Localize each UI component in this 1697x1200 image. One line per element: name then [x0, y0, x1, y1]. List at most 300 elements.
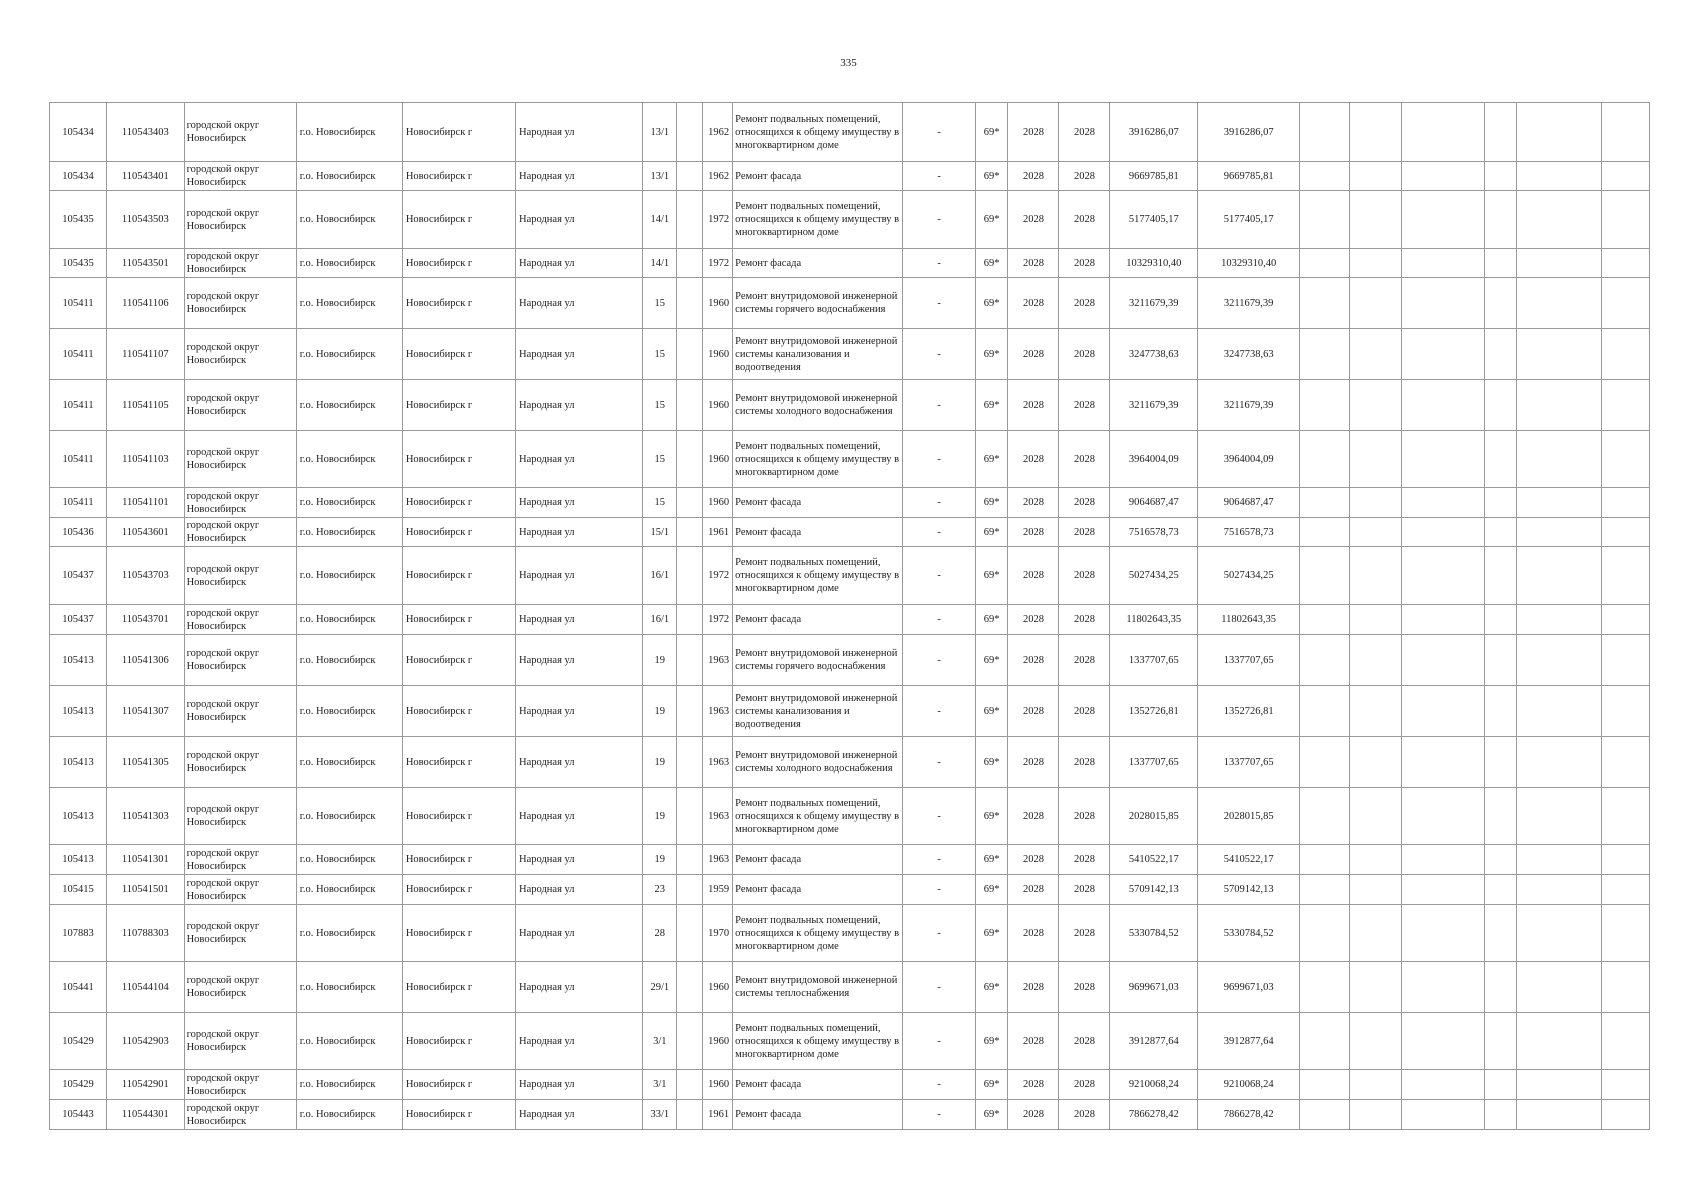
cell-empty	[1402, 329, 1485, 380]
cell-work-type: Ремонт подвальных помещений, относящихся к общему имуществу в многоквартирном доме	[733, 103, 903, 162]
cell-cost: 5709142,13	[1110, 875, 1198, 905]
table-body	[50, 103, 1650, 1130]
cell-district: г.о. Новосибирск	[296, 686, 402, 737]
cell-build-year: 1963	[702, 788, 733, 845]
cell-empty	[1601, 788, 1649, 845]
cell-build-year: 1962	[702, 162, 733, 191]
cell-cost: 3247738,63	[1110, 329, 1198, 380]
cell-empty	[1484, 875, 1517, 905]
cell-house-number: 33/1	[643, 1100, 677, 1130]
cell-street: Народная ул	[516, 635, 643, 686]
cell-empty	[1601, 737, 1649, 788]
page-number: 335	[840, 57, 857, 69]
cell-house-id: 105411	[50, 488, 107, 518]
cell-year-end: 2028	[1059, 686, 1110, 737]
cell-cost: 5410522,17	[1110, 845, 1198, 875]
cell-work-code: 110544301	[107, 1100, 185, 1130]
cell-empty	[1300, 905, 1350, 962]
cell-year-start: 2028	[1008, 191, 1059, 249]
cell-empty	[1484, 329, 1517, 380]
cell-cost: 3916286,07	[1110, 103, 1198, 162]
cell-empty	[1350, 605, 1402, 635]
cell-empty	[1300, 278, 1350, 329]
cell-district: г.о. Новосибирск	[296, 249, 402, 278]
cell-empty	[1350, 162, 1402, 191]
table-row	[50, 278, 1650, 329]
cell-municipality: городской округ Новосибирск	[184, 605, 296, 635]
cell-work-code: 110543601	[107, 518, 185, 547]
cell-empty	[1350, 845, 1402, 875]
cell-work-code: 110541107	[107, 329, 185, 380]
cell-year-start: 2028	[1008, 329, 1059, 380]
cell-municipality: городской округ Новосибирск	[184, 1013, 296, 1070]
cell-house-id: 105411	[50, 329, 107, 380]
cell-empty	[1517, 103, 1602, 162]
cell-street: Народная ул	[516, 605, 643, 635]
cell-cost: 3211679,39	[1110, 380, 1198, 431]
cell-settlement: Новосибирск г	[402, 278, 515, 329]
cell-empty	[1517, 1013, 1602, 1070]
repair-registry-table	[49, 102, 1650, 1130]
cell-empty	[1601, 1100, 1649, 1130]
cell-municipality: городской округ Новосибирск	[184, 380, 296, 431]
cell-house-id: 105441	[50, 962, 107, 1013]
cell-building	[677, 103, 702, 162]
cell-placeholder-dash: -	[903, 278, 975, 329]
cell-municipality: городской округ Новосибирск	[184, 845, 296, 875]
cell-district: г.о. Новосибирск	[296, 962, 402, 1013]
cell-empty	[1601, 329, 1649, 380]
cell-municipality: городской округ Новосибирск	[184, 103, 296, 162]
cell-empty	[1300, 605, 1350, 635]
cell-empty	[1350, 737, 1402, 788]
cell-empty	[1402, 635, 1485, 686]
cell-settlement: Новосибирск г	[402, 788, 515, 845]
cell-empty	[1300, 875, 1350, 905]
cell-empty	[1517, 518, 1602, 547]
table-row	[50, 788, 1650, 845]
cell-work-type: Ремонт внутридомовой инженерной системы теплоснабжения	[733, 962, 903, 1013]
cell-empty	[1517, 1070, 1602, 1100]
cell-work-type: Ремонт внутридомовой инженерной системы горячего водоснабжения	[733, 278, 903, 329]
cell-empty	[1484, 605, 1517, 635]
cell-work-type: Ремонт подвальных помещений, относящихся к общему имуществу в многоквартирном доме	[733, 547, 903, 605]
cell-building	[677, 278, 702, 329]
cell-street: Народная ул	[516, 845, 643, 875]
cell-district: г.о. Новосибирск	[296, 547, 402, 605]
cell-house-number: 13/1	[643, 162, 677, 191]
cell-build-year: 1961	[702, 518, 733, 547]
cell-year-start: 2028	[1008, 380, 1059, 431]
cell-code-69: 69*	[975, 162, 1008, 191]
cell-total-cost: 1337707,65	[1198, 635, 1300, 686]
cell-cost: 11802643,35	[1110, 605, 1198, 635]
cell-district: г.о. Новосибирск	[296, 162, 402, 191]
cell-settlement: Новосибирск г	[402, 845, 515, 875]
cell-work-type: Ремонт внутридомовой инженерной системы холодного водоснабжения	[733, 737, 903, 788]
cell-house-id: 105437	[50, 605, 107, 635]
cell-placeholder-dash: -	[903, 686, 975, 737]
cell-house-number: 3/1	[643, 1070, 677, 1100]
cell-house-number: 15	[643, 278, 677, 329]
cell-municipality: городской округ Новосибирск	[184, 905, 296, 962]
cell-empty	[1484, 962, 1517, 1013]
cell-settlement: Новосибирск г	[402, 905, 515, 962]
cell-building	[677, 162, 702, 191]
cell-work-code: 110542901	[107, 1070, 185, 1100]
cell-code-69: 69*	[975, 1070, 1008, 1100]
cell-empty	[1402, 1070, 1485, 1100]
cell-street: Народная ул	[516, 788, 643, 845]
cell-house-id: 105415	[50, 875, 107, 905]
cell-build-year: 1963	[702, 635, 733, 686]
cell-house-number: 15	[643, 329, 677, 380]
cell-build-year: 1959	[702, 875, 733, 905]
cell-building	[677, 1100, 702, 1130]
cell-house-number: 13/1	[643, 103, 677, 162]
cell-district: г.о. Новосибирск	[296, 1013, 402, 1070]
cell-empty	[1350, 103, 1402, 162]
cell-total-cost: 5177405,17	[1198, 191, 1300, 249]
cell-empty	[1402, 686, 1485, 737]
cell-empty	[1402, 788, 1485, 845]
cell-year-end: 2028	[1059, 875, 1110, 905]
cell-year-start: 2028	[1008, 518, 1059, 547]
cell-district: г.о. Новосибирск	[296, 845, 402, 875]
cell-house-id: 105413	[50, 845, 107, 875]
cell-empty	[1517, 191, 1602, 249]
cell-empty	[1484, 1070, 1517, 1100]
cell-placeholder-dash: -	[903, 162, 975, 191]
cell-empty	[1300, 1070, 1350, 1100]
cell-empty	[1350, 635, 1402, 686]
cell-empty	[1300, 191, 1350, 249]
cell-empty	[1517, 249, 1602, 278]
cell-street: Народная ул	[516, 518, 643, 547]
cell-house-number: 19	[643, 845, 677, 875]
cell-work-code: 110543401	[107, 162, 185, 191]
cell-empty	[1402, 605, 1485, 635]
cell-placeholder-dash: -	[903, 249, 975, 278]
cell-house-number: 15	[643, 431, 677, 488]
cell-placeholder-dash: -	[903, 737, 975, 788]
cell-empty	[1300, 962, 1350, 1013]
cell-district: г.о. Новосибирск	[296, 905, 402, 962]
cell-code-69: 69*	[975, 788, 1008, 845]
cell-district: г.о. Новосибирск	[296, 737, 402, 788]
cell-year-end: 2028	[1059, 329, 1110, 380]
cell-empty	[1517, 380, 1602, 431]
cell-empty	[1601, 605, 1649, 635]
cell-municipality: городской округ Новосибирск	[184, 191, 296, 249]
cell-empty	[1402, 875, 1485, 905]
cell-work-type: Ремонт внутридомовой инженерной системы холодного водоснабжения	[733, 380, 903, 431]
cell-work-type: Ремонт внутридомовой инженерной системы канализования и водоотведения	[733, 329, 903, 380]
cell-year-start: 2028	[1008, 278, 1059, 329]
cell-building	[677, 635, 702, 686]
cell-empty	[1300, 737, 1350, 788]
cell-empty	[1601, 1013, 1649, 1070]
cell-house-id: 105443	[50, 1100, 107, 1130]
cell-work-type: Ремонт фасада	[733, 1070, 903, 1100]
cell-empty	[1402, 905, 1485, 962]
cell-work-type: Ремонт фасада	[733, 249, 903, 278]
cell-work-type: Ремонт внутридомовой инженерной системы канализования и водоотведения	[733, 686, 903, 737]
cell-street: Народная ул	[516, 875, 643, 905]
cell-settlement: Новосибирск г	[402, 191, 515, 249]
table-row	[50, 518, 1650, 547]
cell-code-69: 69*	[975, 431, 1008, 488]
cell-year-end: 2028	[1059, 845, 1110, 875]
cell-empty	[1402, 737, 1485, 788]
cell-empty	[1300, 547, 1350, 605]
cell-house-number: 28	[643, 905, 677, 962]
cell-work-type: Ремонт подвальных помещений, относящихся к общему имуществу в многоквартирном доме	[733, 905, 903, 962]
cell-placeholder-dash: -	[903, 905, 975, 962]
cell-empty	[1350, 905, 1402, 962]
cell-settlement: Новосибирск г	[402, 1100, 515, 1130]
cell-year-end: 2028	[1059, 103, 1110, 162]
cell-street: Народная ул	[516, 547, 643, 605]
cell-placeholder-dash: -	[903, 547, 975, 605]
table-row	[50, 431, 1650, 488]
cell-district: г.о. Новосибирск	[296, 605, 402, 635]
cell-total-cost: 3964004,09	[1198, 431, 1300, 488]
cell-empty	[1402, 547, 1485, 605]
cell-year-start: 2028	[1008, 875, 1059, 905]
cell-house-number: 16/1	[643, 605, 677, 635]
cell-district: г.о. Новосибирск	[296, 103, 402, 162]
cell-empty	[1601, 103, 1649, 162]
cell-empty	[1517, 635, 1602, 686]
cell-empty	[1402, 431, 1485, 488]
cell-house-number: 29/1	[643, 962, 677, 1013]
cell-street: Народная ул	[516, 162, 643, 191]
cell-build-year: 1972	[702, 605, 733, 635]
cell-build-year: 1962	[702, 103, 733, 162]
cell-empty	[1350, 488, 1402, 518]
table-row	[50, 845, 1650, 875]
cell-year-end: 2028	[1059, 1100, 1110, 1130]
cell-work-code: 110541306	[107, 635, 185, 686]
cell-cost: 3912877,64	[1110, 1013, 1198, 1070]
cell-empty	[1300, 686, 1350, 737]
cell-year-end: 2028	[1059, 488, 1110, 518]
cell-house-number: 14/1	[643, 249, 677, 278]
cell-build-year: 1972	[702, 547, 733, 605]
cell-year-end: 2028	[1059, 1013, 1110, 1070]
cell-empty	[1402, 1100, 1485, 1130]
cell-code-69: 69*	[975, 103, 1008, 162]
cell-building	[677, 686, 702, 737]
table-row	[50, 103, 1650, 162]
cell-code-69: 69*	[975, 875, 1008, 905]
cell-work-type: Ремонт фасада	[733, 875, 903, 905]
cell-empty	[1350, 431, 1402, 488]
cell-municipality: городской округ Новосибирск	[184, 547, 296, 605]
cell-empty	[1601, 380, 1649, 431]
table-row	[50, 962, 1650, 1013]
cell-empty	[1350, 1100, 1402, 1130]
cell-placeholder-dash: -	[903, 875, 975, 905]
cell-house-id: 105436	[50, 518, 107, 547]
cell-cost: 1352726,81	[1110, 686, 1198, 737]
cell-total-cost: 9064687,47	[1198, 488, 1300, 518]
cell-work-code: 110543503	[107, 191, 185, 249]
cell-empty	[1517, 605, 1602, 635]
cell-empty	[1402, 103, 1485, 162]
cell-cost: 9669785,81	[1110, 162, 1198, 191]
cell-year-start: 2028	[1008, 103, 1059, 162]
cell-empty	[1402, 962, 1485, 1013]
cell-street: Народная ул	[516, 329, 643, 380]
cell-settlement: Новосибирск г	[402, 547, 515, 605]
cell-empty	[1517, 329, 1602, 380]
cell-house-id: 105413	[50, 686, 107, 737]
cell-year-end: 2028	[1059, 380, 1110, 431]
cell-empty	[1484, 103, 1517, 162]
cell-empty	[1517, 737, 1602, 788]
cell-house-number: 23	[643, 875, 677, 905]
cell-year-end: 2028	[1059, 518, 1110, 547]
cell-placeholder-dash: -	[903, 103, 975, 162]
cell-empty	[1300, 380, 1350, 431]
table-row	[50, 1013, 1650, 1070]
cell-year-start: 2028	[1008, 737, 1059, 788]
cell-empty	[1402, 249, 1485, 278]
cell-placeholder-dash: -	[903, 488, 975, 518]
cell-cost: 3211679,39	[1110, 278, 1198, 329]
cell-total-cost: 5709142,13	[1198, 875, 1300, 905]
cell-empty	[1601, 249, 1649, 278]
cell-district: г.о. Новосибирск	[296, 278, 402, 329]
cell-house-id: 105435	[50, 191, 107, 249]
table-row	[50, 329, 1650, 380]
cell-placeholder-dash: -	[903, 380, 975, 431]
cell-year-start: 2028	[1008, 547, 1059, 605]
cell-build-year: 1960	[702, 488, 733, 518]
cell-empty	[1517, 905, 1602, 962]
cell-code-69: 69*	[975, 1100, 1008, 1130]
cell-empty	[1484, 1013, 1517, 1070]
cell-cost: 1337707,65	[1110, 737, 1198, 788]
cell-code-69: 69*	[975, 1013, 1008, 1070]
table-row	[50, 380, 1650, 431]
cell-year-start: 2028	[1008, 1100, 1059, 1130]
cell-building	[677, 1070, 702, 1100]
cell-district: г.о. Новосибирск	[296, 191, 402, 249]
table-row	[50, 1100, 1650, 1130]
cell-cost: 9064687,47	[1110, 488, 1198, 518]
cell-municipality: городской округ Новосибирск	[184, 431, 296, 488]
cell-building	[677, 737, 702, 788]
cell-street: Народная ул	[516, 905, 643, 962]
cell-building	[677, 788, 702, 845]
cell-code-69: 69*	[975, 329, 1008, 380]
cell-work-code: 110541301	[107, 845, 185, 875]
cell-district: г.о. Новосибирск	[296, 875, 402, 905]
cell-house-id: 105413	[50, 635, 107, 686]
cell-year-start: 2028	[1008, 605, 1059, 635]
cell-settlement: Новосибирск г	[402, 103, 515, 162]
cell-work-code: 110541307	[107, 686, 185, 737]
cell-build-year: 1960	[702, 962, 733, 1013]
cell-work-code: 110541305	[107, 737, 185, 788]
cell-work-type: Ремонт фасада	[733, 488, 903, 518]
cell-building	[677, 875, 702, 905]
cell-settlement: Новосибирск г	[402, 1070, 515, 1100]
cell-municipality: городской округ Новосибирск	[184, 1100, 296, 1130]
cell-total-cost: 3916286,07	[1198, 103, 1300, 162]
cell-district: г.о. Новосибирск	[296, 380, 402, 431]
cell-build-year: 1963	[702, 845, 733, 875]
cell-work-type: Ремонт внутридомовой инженерной системы горячего водоснабжения	[733, 635, 903, 686]
cell-settlement: Новосибирск г	[402, 518, 515, 547]
cell-street: Народная ул	[516, 431, 643, 488]
cell-total-cost: 1352726,81	[1198, 686, 1300, 737]
cell-empty	[1517, 1100, 1602, 1130]
cell-settlement: Новосибирск г	[402, 380, 515, 431]
cell-placeholder-dash: -	[903, 605, 975, 635]
cell-year-end: 2028	[1059, 547, 1110, 605]
cell-empty	[1601, 905, 1649, 962]
cell-empty	[1300, 518, 1350, 547]
cell-empty	[1350, 329, 1402, 380]
cell-work-type: Ремонт подвальных помещений, относящихся к общему имуществу в многоквартирном доме	[733, 788, 903, 845]
cell-house-number: 3/1	[643, 1013, 677, 1070]
cell-municipality: городской округ Новосибирск	[184, 278, 296, 329]
cell-empty	[1300, 788, 1350, 845]
cell-street: Народная ул	[516, 103, 643, 162]
cell-total-cost: 3247738,63	[1198, 329, 1300, 380]
cell-build-year: 1960	[702, 380, 733, 431]
cell-work-type: Ремонт фасада	[733, 518, 903, 547]
cell-work-type: Ремонт фасада	[733, 845, 903, 875]
cell-cost: 1337707,65	[1110, 635, 1198, 686]
cell-total-cost: 11802643,35	[1198, 605, 1300, 635]
cell-district: г.о. Новосибирск	[296, 1100, 402, 1130]
table-row	[50, 737, 1650, 788]
cell-street: Народная ул	[516, 1013, 643, 1070]
cell-work-type: Ремонт подвальных помещений, относящихся к общему имуществу в многоквартирном доме	[733, 431, 903, 488]
cell-municipality: городской округ Новосибирск	[184, 962, 296, 1013]
cell-building	[677, 191, 702, 249]
cell-code-69: 69*	[975, 518, 1008, 547]
table-row	[50, 249, 1650, 278]
cell-settlement: Новосибирск г	[402, 1013, 515, 1070]
cell-year-start: 2028	[1008, 488, 1059, 518]
cell-settlement: Новосибирск г	[402, 329, 515, 380]
cell-total-cost: 9699671,03	[1198, 962, 1300, 1013]
cell-municipality: городской округ Новосибирск	[184, 737, 296, 788]
cell-district: г.о. Новосибирск	[296, 488, 402, 518]
cell-house-number: 19	[643, 635, 677, 686]
cell-house-number: 15	[643, 380, 677, 431]
cell-house-id: 107883	[50, 905, 107, 962]
cell-total-cost: 7866278,42	[1198, 1100, 1300, 1130]
cell-empty	[1484, 845, 1517, 875]
cell-placeholder-dash: -	[903, 962, 975, 1013]
cell-settlement: Новосибирск г	[402, 488, 515, 518]
cell-work-code: 110543403	[107, 103, 185, 162]
cell-placeholder-dash: -	[903, 635, 975, 686]
table-row	[50, 605, 1650, 635]
cell-district: г.о. Новосибирск	[296, 788, 402, 845]
cell-municipality: городской округ Новосибирск	[184, 518, 296, 547]
cell-build-year: 1960	[702, 1013, 733, 1070]
cell-empty	[1517, 962, 1602, 1013]
cell-placeholder-dash: -	[903, 431, 975, 488]
